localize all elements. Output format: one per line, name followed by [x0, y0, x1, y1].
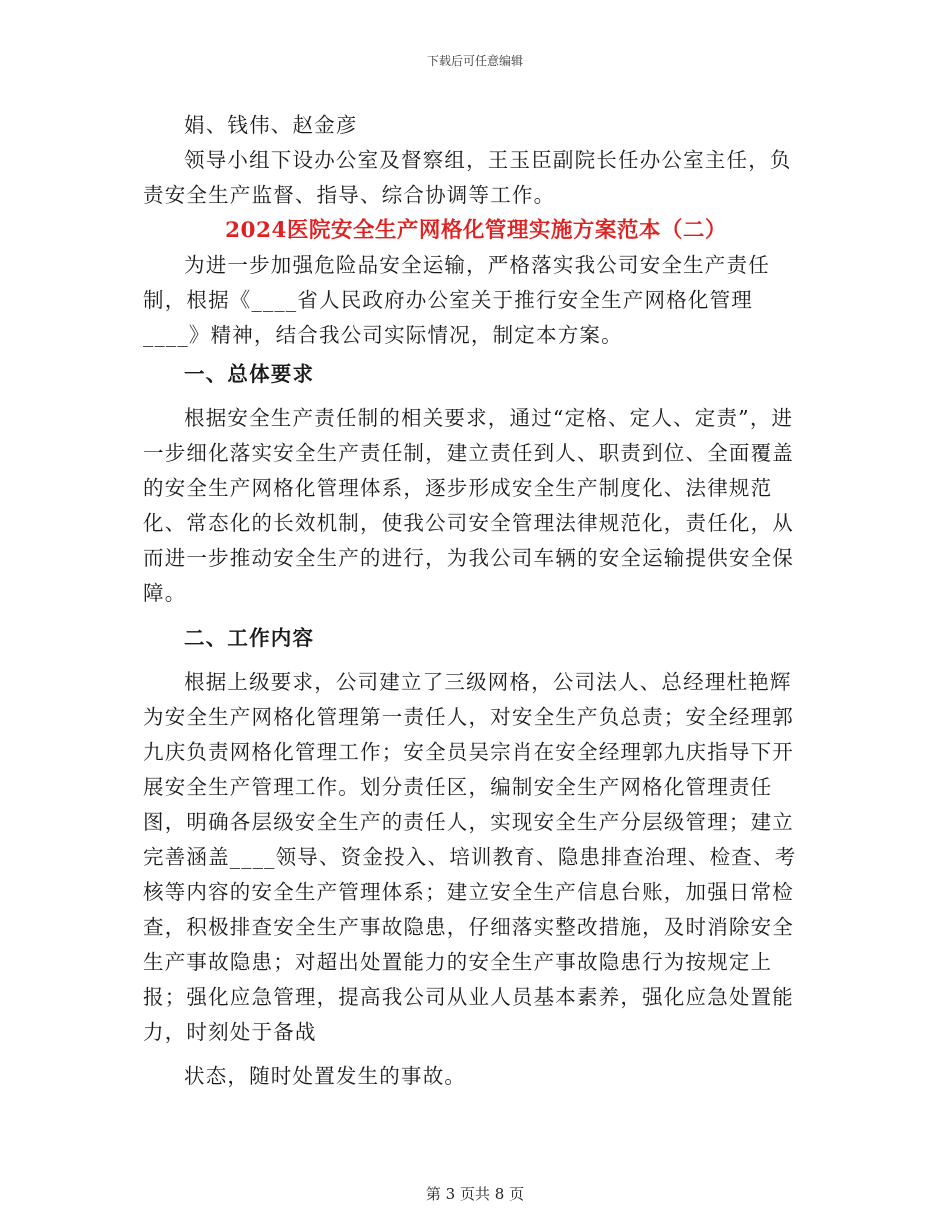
- heading-work-content: 二、工作内容: [184, 626, 315, 650]
- paragraph-office-setup: 领导小组下设办公室及督察组，王玉臣副院长任办公室主任，负责安全生产监督、指导、综合协调等工作。: [143, 148, 792, 207]
- document-body: [143, 108, 809, 1094]
- paragraph-names-continued: 娟、钱伟、赵金彦: [184, 113, 358, 137]
- heading-general-requirements: 一、总体要求: [184, 362, 315, 386]
- page-header: 下载后可任意编辑: [426, 54, 523, 68]
- paragraph-general-requirements: 根据安全生产责任制的相关要求，通过“定格、定人、定责”，进一步细化落实安全生产责任制，建立责任到人、职责到位、全面覆盖的安全生产网格化管理体系，逐步形成安全生产制度化、法律规范化、常态化的长效机制，使我公司安全管理法律规范化，责任化，从而进一步推动安全生产的进行，为我公司车辆的安全运输提供安全保障。: [143, 406, 794, 605]
- paragraph-status: 状态，随时处置发生的事故。: [184, 1064, 467, 1088]
- paragraph-work-content: 根据上级要求，公司建立了三级网格，公司法人、总经理杜艳辉为安全生产网格化管理第一责任人，对安全生产负总责；安全经理郭九庆负责网格化管理工作；安全员吴宗肖在安全经理郭九庆指导下开展安全生产管理工作。划分责任区，编制安全生产网格化管理责任图，明确各层级安全生产的责任人，实现安全生产分层级管理；建立完善涵盖____领导、资金投入、培训教育、隐患排查治理、检查、考核等内容的安全生产管理体系；建立安全生产信息台账，加强日常检查，积极排查安全生产事故隐患，仔细落实整改措施，及时消除安全生产事故隐患；对超出处置能力的安全生产事故隐患行为按规定上报；强化应急管理，提高我公司从业人员基本素养，强化应急处置能力，时刻处于备战: [143, 670, 797, 1044]
- paragraph-intro: 为进一步加强危险品安全运输，严格落实我公司安全生产责任制，根据《____省人民政府办公室关于推行安全生产网格化管理____》精神，结合我公司实际情况，制定本方案。: [143, 253, 770, 347]
- page-footer: 第 3 页共 8 页: [425, 1185, 525, 1203]
- section-title: 2024医院安全生产网格化管理实施方案范本（二）: [225, 218, 727, 243]
